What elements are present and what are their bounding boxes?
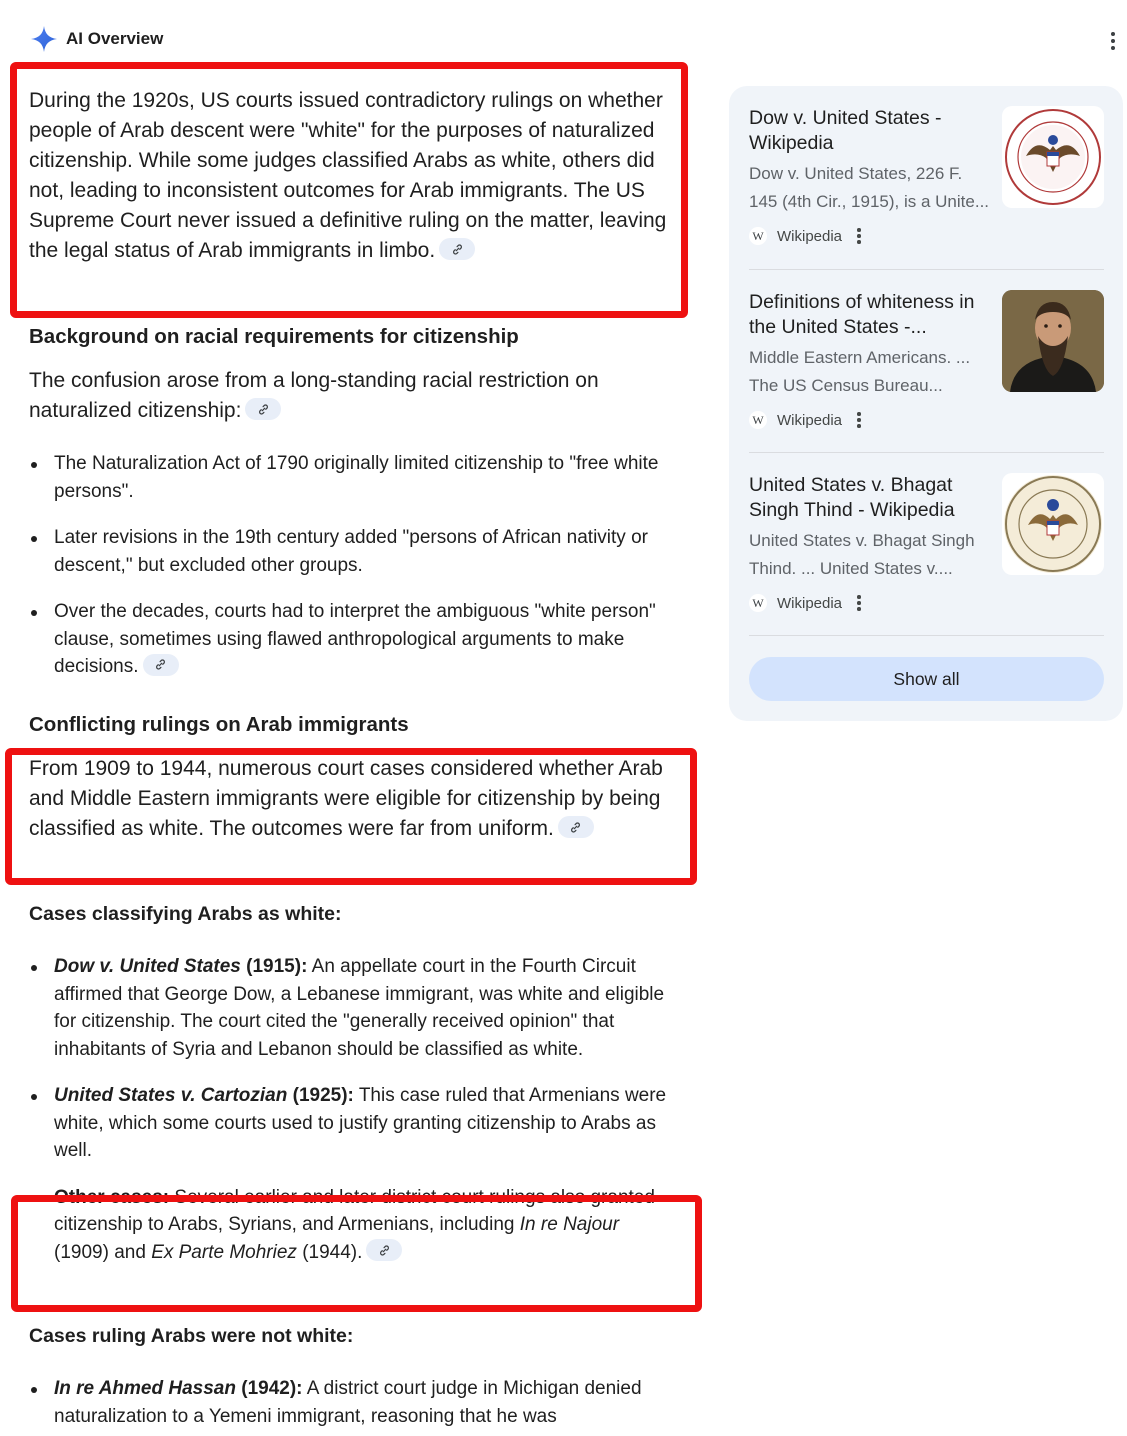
source-snippet: Dow v. United States, 226 F. 145 (4th Cir., 1915), is a Unite... (749, 164, 990, 211)
case-name: United States v. Cartozian (54, 1085, 288, 1106)
source-thumbnail (1002, 290, 1104, 392)
list-item-text: Over the decades, courts had to interpret the ambiguous "white person" clause, sometimes using flawed anthropological arguments to make decisions. (54, 601, 656, 677)
ai-overview-title: AI Overview (66, 29, 164, 48)
source-thumbnail (1002, 473, 1104, 575)
not-white-cases-heading: Cases ruling Arabs were not white: (29, 1325, 354, 1347)
conflicting-heading: Conflicting rulings on Arab immigrants (29, 713, 409, 736)
more-vert-icon[interactable] (857, 412, 861, 428)
link-icon (154, 658, 167, 671)
link-icon (451, 243, 464, 256)
sources-panel (729, 86, 1123, 721)
source-card[interactable] (749, 290, 1104, 430)
case-description: Several earlier and later district court rulings also granted citizenship to Arabs, Syrians, and Armenians, including (54, 1186, 655, 1235)
case-year: (1925): (292, 1085, 354, 1106)
case-name: Dow v. United States (54, 956, 241, 977)
background-heading: Background on racial requirements for citizenship (29, 325, 519, 348)
source-snippet: United States v. Bhagat Singh Thind. ... United States v.... (749, 531, 975, 578)
conflicting-paragraph-text: From 1909 to 1944, numerous court cases considered whether Arab and Middle Eastern immigrants were eligible for citizenship by being classified as white. The outcomes were far from uniform. (29, 757, 663, 840)
list-item (29, 450, 679, 505)
case-year: (1915): (246, 956, 308, 977)
source-title[interactable]: Dow v. United States - Wikipedia (749, 107, 942, 154)
link-icon (378, 1244, 391, 1257)
show-all-button[interactable]: Show all (749, 657, 1104, 701)
source-attribution (749, 594, 861, 612)
case-description: (1909) and (54, 1241, 146, 1263)
white-cases-heading: Cases classifying Arabs as white: (29, 903, 342, 925)
divider (749, 635, 1104, 636)
white-cases-list (29, 953, 679, 1266)
citation-link-button[interactable] (558, 816, 594, 838)
source-name: Wikipedia (777, 594, 843, 612)
case-description: A district court judge in Michigan denied naturalization to a Yemeni immigrant, reasoning that he was (54, 1378, 642, 1427)
case-description: An appellate court in the Fourth Circuit affirmed that George Dow, a Lebanese immigrant, was white and eligible for citizenship. The court cited the "generally received opinion" that inhabitants of Syria and Lebanon should be classified as white. (54, 956, 665, 1060)
more-options-button[interactable] (1100, 28, 1126, 54)
source-snippet: Middle Eastern Americans. ... The US Census Bureau... (749, 348, 971, 395)
list-item (29, 524, 679, 579)
source-attribution (749, 411, 861, 429)
other-cases-label: Other cases: (54, 1186, 170, 1208)
wikipedia-logo-icon: W (749, 227, 767, 245)
divider (749, 452, 1104, 453)
ai-overview-header (30, 24, 163, 54)
citation-link-button[interactable] (366, 1239, 402, 1261)
citation-link-button[interactable] (439, 238, 475, 260)
sparkle-icon (30, 25, 58, 53)
more-vert-icon[interactable] (857, 595, 861, 611)
source-card[interactable] (749, 106, 1104, 246)
source-name: Wikipedia (777, 227, 843, 245)
link-icon (257, 403, 270, 416)
fourth-circuit-seal-icon (1002, 106, 1104, 208)
not-white-cases-list (29, 1375, 679, 1430)
list-item-text: The Naturalization Act of 1790 originally limited citizenship to "free white persons". (54, 453, 659, 502)
source-name: Wikipedia (777, 411, 843, 429)
source-title[interactable]: United States v. Bhagat Singh Thind - Wikipedia (749, 474, 955, 521)
citation-link-button[interactable] (143, 654, 179, 676)
case-name: In re Ahmed Hassan (54, 1378, 236, 1399)
list-item (29, 1082, 679, 1165)
intro-paragraph (29, 86, 679, 266)
list-item-text: Later revisions in the 19th century added "persons of African nativity or descent," but excluded other groups. (54, 527, 648, 576)
list-item (29, 1375, 679, 1430)
more-vert-icon (1111, 32, 1115, 50)
source-attribution (749, 227, 861, 245)
citation-link-button[interactable] (245, 398, 281, 420)
link-icon (569, 821, 582, 834)
list-item (29, 1184, 679, 1267)
divider (749, 269, 1104, 270)
case-year: (1942): (241, 1378, 303, 1399)
background-list (29, 450, 679, 681)
intro-text: During the 1920s, US courts issued contradictory rulings on whether people of Arab descent were "white" for the purposes of naturalized citizenship. While some judges classified Arabs as white, others did not, leading to inconsistent outcomes for Arab immigrants. The US Supreme Court never issued a definitive ruling on the matter, leaving the legal status of Arab immigrants in limbo. (29, 89, 667, 262)
source-title[interactable]: Definitions of whiteness in the United States -... (749, 291, 975, 338)
case-description: This case ruled that Armenians were white, which some courts used to justify granting citizenship to Arabs as well. (54, 1085, 667, 1161)
conflicting-paragraph (29, 754, 681, 844)
background-paragraph-text: The confusion arose from a long-standing racial restriction on naturalized citizenship: (29, 369, 599, 422)
background-paragraph (29, 366, 679, 426)
portrait-photo (1002, 290, 1104, 392)
supreme-court-seal-icon (1002, 473, 1104, 575)
case-name: In re Najour (519, 1214, 620, 1235)
source-thumbnail (1002, 106, 1104, 208)
list-item (29, 953, 679, 1063)
case-name: Ex Parte Mohriez (151, 1241, 297, 1263)
wikipedia-logo-icon: W (749, 411, 767, 429)
source-card[interactable] (749, 473, 1104, 613)
list-item (29, 598, 679, 681)
more-vert-icon[interactable] (857, 228, 861, 244)
case-description: (1944). (302, 1241, 363, 1263)
wikipedia-logo-icon: W (749, 594, 767, 612)
